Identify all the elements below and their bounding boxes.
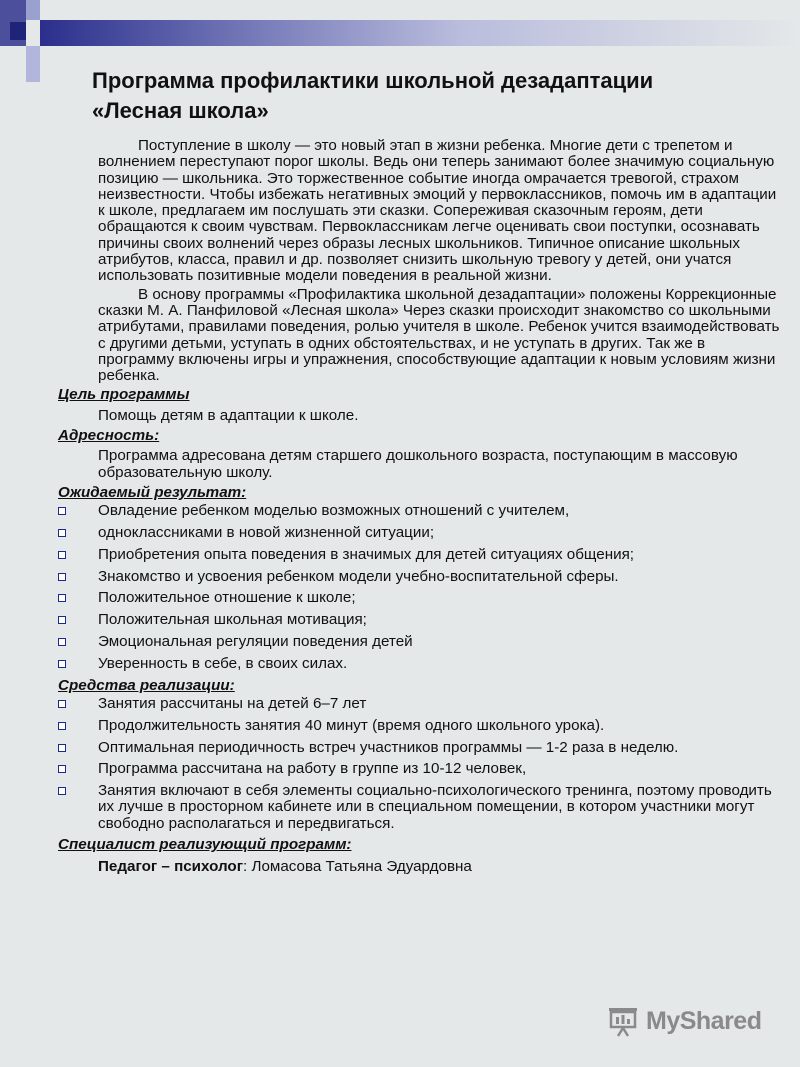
audience-heading: Адресность:	[58, 427, 160, 445]
square-bullet-icon	[58, 551, 66, 559]
results-list	[58, 503, 783, 672]
list-item-text: Занятия рассчитаны на детей 6–7 лет	[98, 694, 367, 712]
list-item-text: Положительная школьная мотивация;	[98, 611, 367, 629]
goal-heading: Цель программы	[58, 386, 190, 404]
list-item-text: Занятия включают в себя элементы социально-психологического тренинга, поэтому проводить их лучше в просторном кабинете или в специальном помещении, в котором участники могут свободно располагаться и передвигаться.	[98, 782, 772, 832]
square-bullet-icon	[58, 616, 66, 624]
title-line-2: «Лесная школа»	[92, 98, 269, 123]
specialist-heading: Специалист реализующий программ:	[58, 836, 352, 854]
audience-text: Программа адресована детям старшего дошкольного возраста, поступающим в массовую образовательную школу.	[98, 447, 738, 481]
square-bullet-icon	[58, 573, 66, 581]
square-bullet-icon	[58, 744, 66, 752]
square-bullet-icon	[58, 700, 66, 708]
list-item	[58, 547, 783, 563]
list-item	[58, 590, 783, 606]
specialist-role: Педагог – психолог	[98, 857, 244, 875]
list-item-text: Оптимальная периодичность встреч участников программы — 1-2 раза в неделю.	[98, 738, 679, 756]
deco-square	[26, 0, 40, 20]
goal-text: Помощь детям в адаптации к школе.	[98, 406, 359, 424]
document-body	[58, 138, 783, 875]
deco-square	[26, 46, 40, 82]
watermark-logo	[606, 1004, 761, 1038]
deco-square	[10, 22, 26, 40]
list-item	[58, 569, 783, 585]
square-bullet-icon	[58, 638, 66, 646]
square-bullet-icon	[58, 765, 66, 773]
intro-paragraph: В основу программы «Профилактика школьной дезадаптации» положены Коррекционные сказки М. А. Панфиловой «Лесная школа» Через сказки происходит знакомство со школьными атрибутами, правилами поведения, ролью учителя в школе. Ребенок учится взаимодействовать с другими детьми, уступать в одних обстоятельствах, и не уступать в других. Так же в программу включены игры и упражнения, способствующие адаптации к новым условиям жизни ребенка.	[98, 285, 780, 385]
list-item-text: Знакомство и усвоения ребенком модели учебно-воспитательной сферы.	[98, 567, 619, 585]
list-item	[58, 503, 783, 519]
means-list	[58, 696, 783, 832]
results-heading: Ожидаемый результат:	[58, 483, 247, 501]
list-item	[58, 783, 783, 832]
projector-screen-icon	[606, 1004, 640, 1038]
list-item-text: Эмоциональная регуляции поведения детей	[98, 633, 413, 651]
square-bullet-icon	[58, 722, 66, 730]
list-item	[58, 525, 783, 541]
square-bullet-icon	[58, 594, 66, 602]
list-item	[58, 761, 783, 777]
means-heading: Средства реализации:	[58, 676, 235, 694]
title-line-1: Программа профилактики школьной дезадаптации	[92, 68, 654, 93]
list-item-text: Овладение ребенком моделью возможных отношений с учителем,	[98, 502, 570, 520]
list-item-text: Приобретения опыта поведения в значимых для детей ситуациях общения;	[98, 545, 635, 563]
intro-paragraph: Поступление в школу — это новый этап в жизни ребенка. Многие дети с трепетом и волнением переступают порог школы. Ведь они теперь занимают более значимую социальную позицию — школьника. Это торжественное событие иногда омрачается тревогой, страхом неизвестности. Чтобы избежать негативных эмоций у первоклассников, помочь им в адаптации к школе, предлагаем им послушать эти сказки. Сопереживая сказочным героям, дети обращаются к своим чувствам. Первоклассникам легче оценивать свои поступки, осознавать причины своих волнений через образы лесных школьников. Типичное описание школьных атрибутов, класса, правил и др. позволяет снизить школьную тревогу у детей, они учатся использовать позитивные модели поведения в реальной жизни.	[98, 137, 777, 285]
list-item	[58, 696, 783, 712]
list-item-text: Программа рассчитана на работу в группе из 10-12 человек,	[98, 760, 527, 778]
specialist-line	[98, 859, 783, 875]
square-bullet-icon	[58, 660, 66, 668]
watermark-text: MyShared	[646, 1006, 762, 1035]
list-item	[58, 718, 783, 734]
list-item-text: Уверенность в себе, в своих силах.	[98, 654, 348, 672]
list-item-text: Продолжительность занятия 40 минут (время одного школьного урока).	[98, 716, 605, 734]
list-item	[58, 740, 783, 756]
list-item-text: Положительное отношение к школе;	[98, 589, 356, 607]
square-bullet-icon	[58, 507, 66, 515]
page-title	[92, 66, 792, 126]
gradient-bar	[40, 20, 800, 46]
list-item	[58, 656, 783, 672]
list-item	[58, 612, 783, 628]
list-item-text: одноклассниками в новой жизненной ситуации;	[98, 524, 435, 542]
list-item	[58, 634, 783, 650]
specialist-name: : Ломасова Татьяна Эдуардовна	[243, 857, 472, 875]
square-bullet-icon	[58, 529, 66, 537]
square-bullet-icon	[58, 787, 66, 795]
